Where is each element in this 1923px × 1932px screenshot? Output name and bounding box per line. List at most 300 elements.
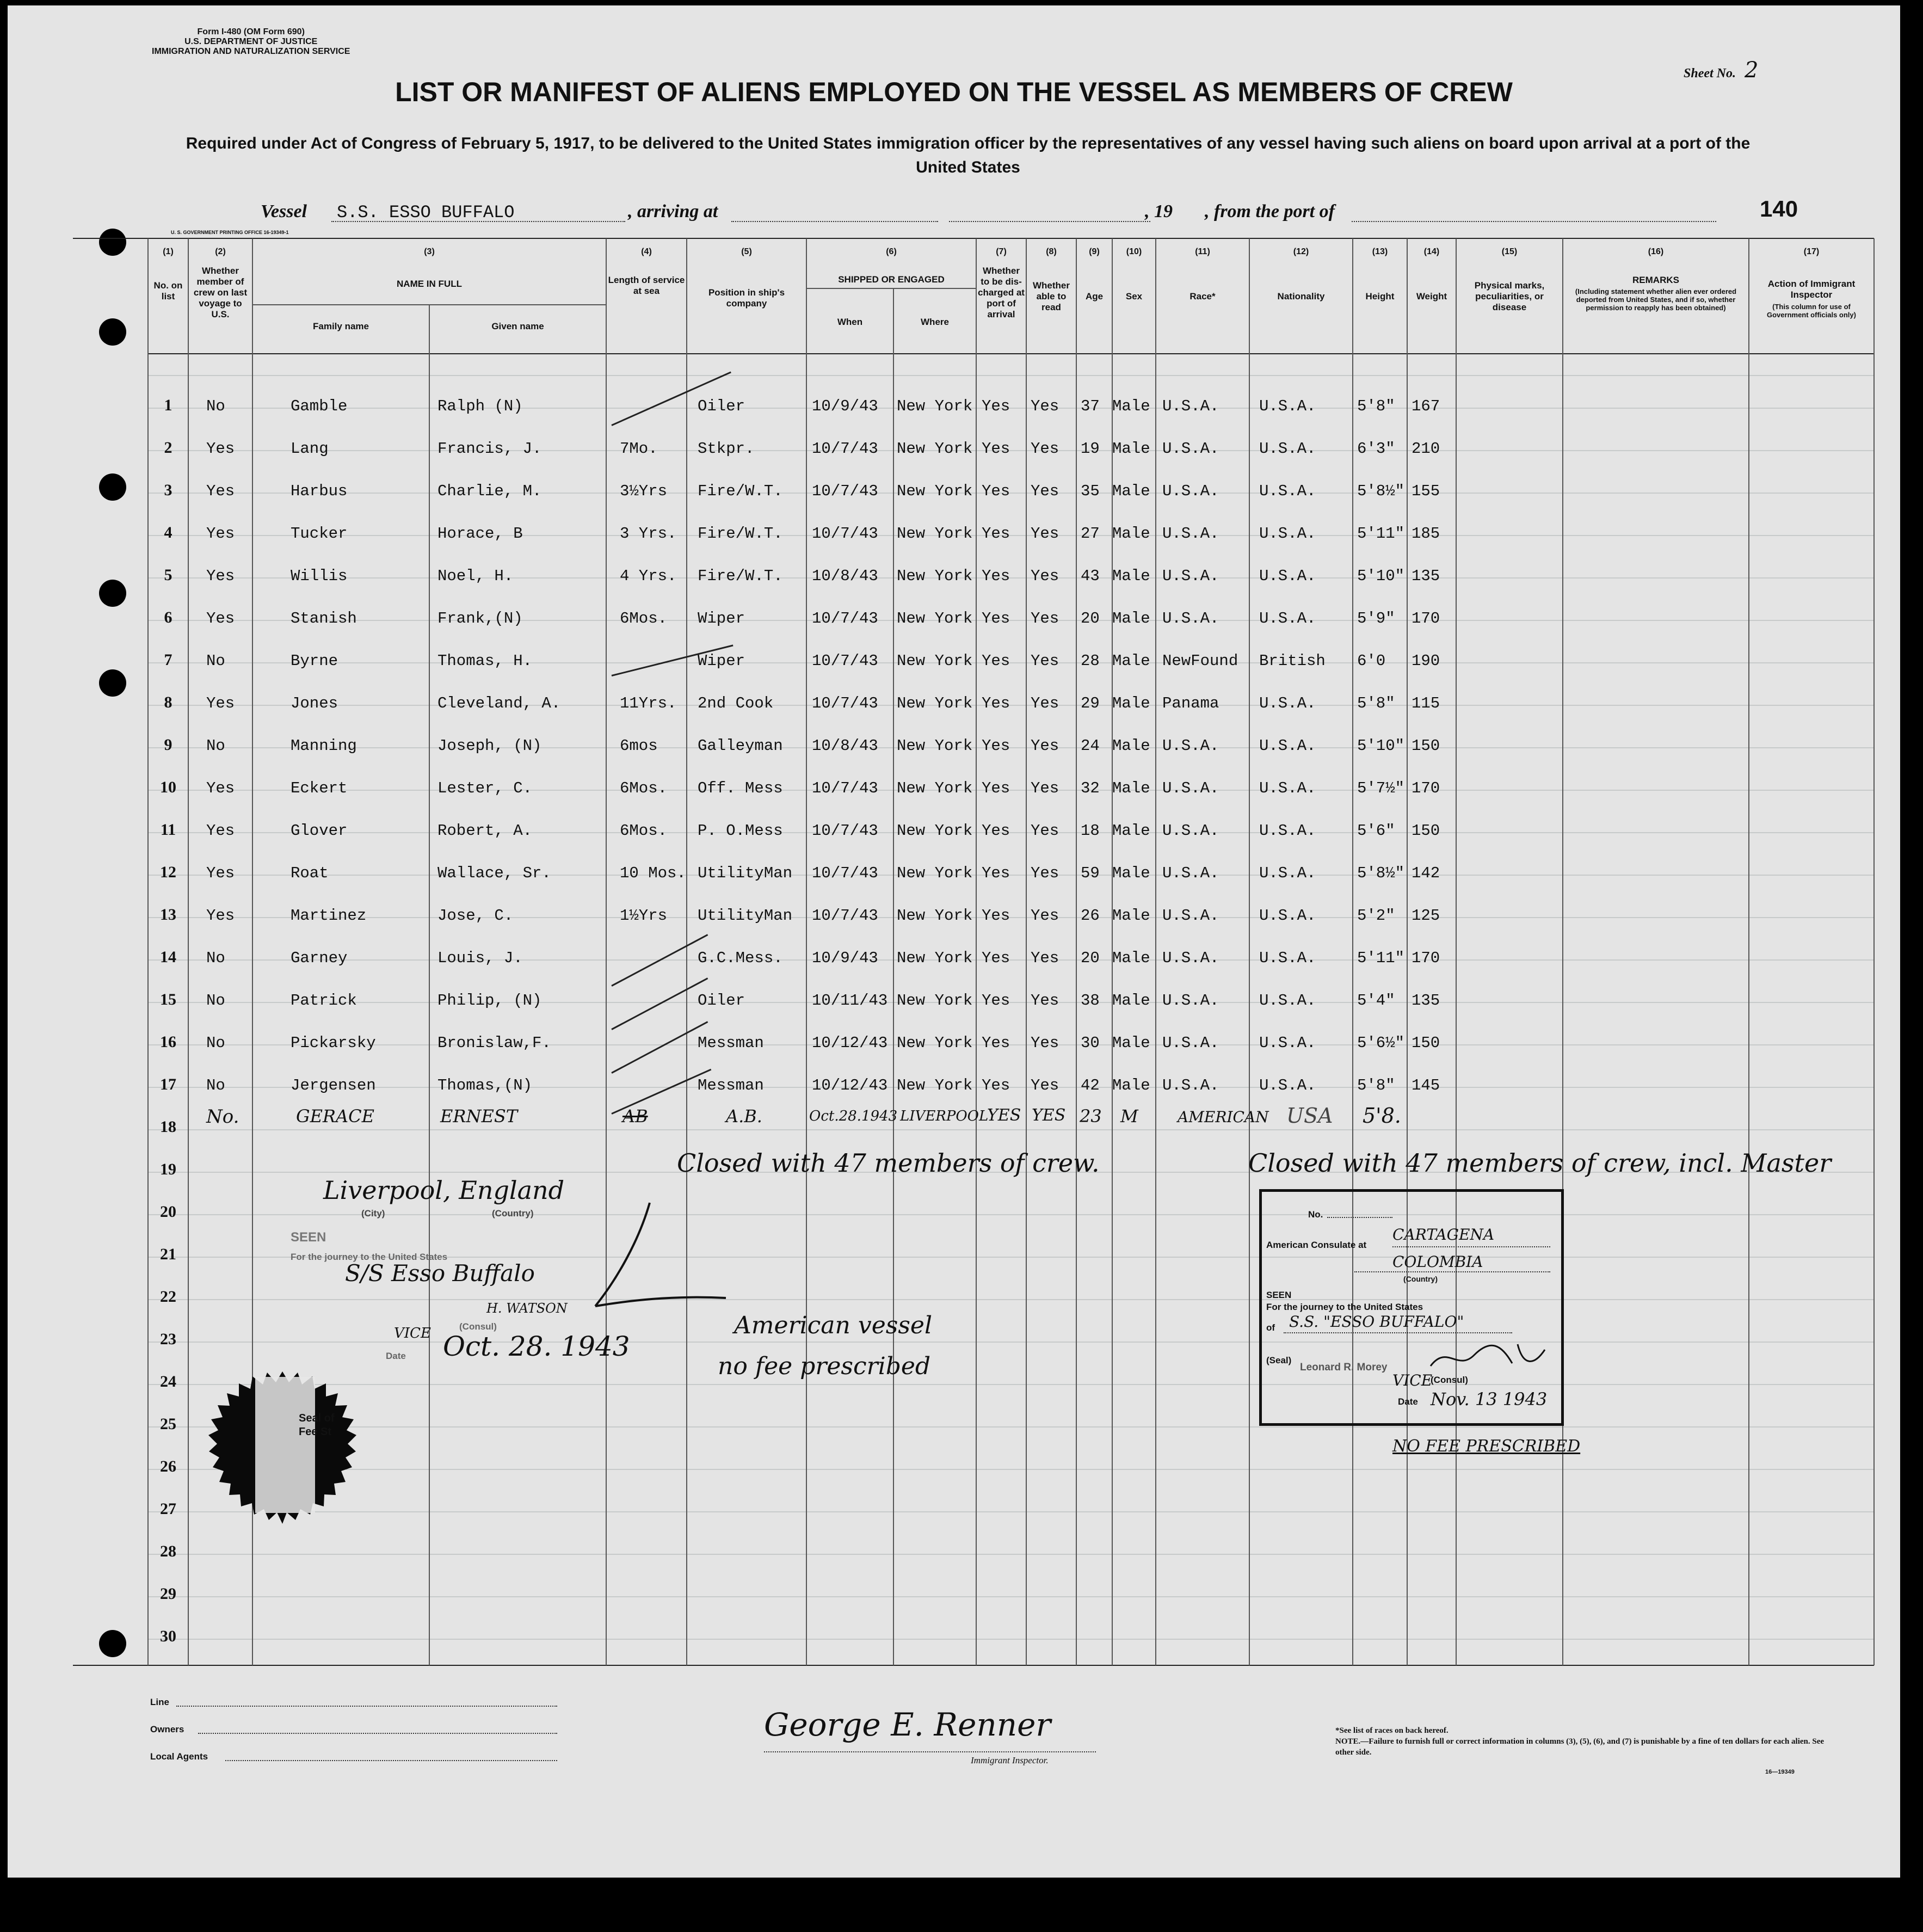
- cell-weight: 125: [1412, 907, 1440, 925]
- cell-sex: Male: [1112, 482, 1150, 500]
- cell-race: U.S.A.: [1162, 1034, 1219, 1052]
- cell-height: 5'8": [1357, 1076, 1395, 1094]
- cell-sex: Male: [1112, 779, 1150, 797]
- cell-when: 10/11/43: [812, 992, 888, 1010]
- cell-where: New York: [897, 779, 973, 797]
- stamp-city-label: (City): [361, 1208, 385, 1219]
- cell-race: U.S.A.: [1162, 440, 1219, 458]
- cell-sex: Male: [1112, 737, 1150, 755]
- hw-given-name: ERNEST: [440, 1106, 518, 1127]
- cell-where: New York: [897, 652, 973, 670]
- cell-able-read: Yes: [1031, 610, 1059, 627]
- header-race: Race*: [1189, 291, 1216, 302]
- header-height: Height: [1365, 291, 1395, 302]
- cell-family-name: Martinez: [291, 907, 367, 925]
- row-number: 21: [160, 1245, 176, 1263]
- stamp-date-written: Oct. 28. 1943: [443, 1331, 630, 1362]
- cell-discharged: Yes: [982, 652, 1010, 670]
- row-number: 30: [160, 1627, 176, 1645]
- cell-able-read: Yes: [1031, 567, 1059, 585]
- hw-when: Oct.28.1943: [809, 1108, 898, 1124]
- cell-family-name: Patrick: [291, 992, 357, 1010]
- stamp-consulate-label: American Consulate at: [1266, 1240, 1367, 1250]
- header-given-name: Given name: [491, 321, 544, 331]
- cell-nationality: U.S.A.: [1259, 1076, 1316, 1094]
- cell-where: New York: [897, 482, 973, 500]
- hw-nationality: USA: [1286, 1104, 1333, 1128]
- cell-race: U.S.A.: [1162, 737, 1219, 755]
- cell-length-service: 6Mos.: [620, 610, 668, 627]
- cell-able-read: Yes: [1031, 949, 1059, 967]
- cell-length-service: 6Mos.: [620, 822, 668, 840]
- row-number: 12: [160, 863, 176, 881]
- cell-when: 10/9/43: [812, 397, 878, 415]
- hw-family-name: GERACE: [296, 1106, 374, 1127]
- footer-owners-label: Owners: [150, 1724, 184, 1734]
- row-number: 25: [160, 1415, 176, 1433]
- stamp-consul-name: H. WATSON: [486, 1301, 568, 1316]
- footer-agents-label: Local Agents: [150, 1751, 208, 1762]
- cell-position: P. O.Mess: [698, 822, 783, 840]
- stamp-seen-label: SEEN: [1266, 1290, 1292, 1300]
- cell-race: U.S.A.: [1162, 949, 1219, 967]
- cell-race: U.S.A.: [1162, 525, 1219, 543]
- cell-nationality: U.S.A.: [1259, 949, 1316, 967]
- cell-family-name: Glover: [291, 822, 348, 840]
- vessel-label: Vessel: [261, 201, 307, 221]
- cell-age: 42: [1081, 1076, 1100, 1094]
- cell-weight: 115: [1412, 694, 1440, 712]
- stamp-no-label: No.: [1308, 1209, 1323, 1220]
- cell-given-name: Jose, C.: [437, 907, 514, 925]
- cell-family-name: Eckert: [291, 779, 348, 797]
- cell-given-name: Robert, A.: [437, 822, 533, 840]
- cell-age: 29: [1081, 694, 1100, 712]
- cell-weight: 155: [1412, 482, 1440, 500]
- header-position: Position in ship's company: [708, 287, 785, 309]
- american-vessel-note: American vessel: [734, 1312, 933, 1339]
- cell-where: New York: [897, 694, 973, 712]
- cell-position: UtilityMan: [698, 907, 793, 925]
- cell-member: Yes: [206, 440, 235, 458]
- row-number: 26: [160, 1457, 176, 1475]
- row-number: 6: [164, 608, 172, 626]
- cell-given-name: Charlie, M.: [437, 482, 542, 500]
- cell-height: 5'11": [1357, 525, 1405, 543]
- cell-given-name: Joseph, (N): [437, 737, 542, 755]
- cell-nationality: British: [1259, 652, 1326, 670]
- no-fee-stamp: NO FEE PRESCRIBED: [1392, 1437, 1581, 1456]
- stamp-date-label: Date: [386, 1351, 406, 1361]
- cell-length-service: 3½Yrs: [620, 482, 668, 500]
- cell-race: U.S.A.: [1162, 482, 1219, 500]
- cell-position: G.C.Mess.: [698, 949, 783, 967]
- cell-age: 43: [1081, 567, 1100, 585]
- header-length-service: Length of service at sea: [608, 275, 685, 296]
- sheet-value: 2: [1745, 58, 1759, 83]
- row-number: 3: [164, 481, 172, 499]
- cell-sex: Male: [1112, 440, 1150, 458]
- cell-sex: Male: [1112, 610, 1150, 627]
- header-family-name: Family name: [313, 321, 369, 331]
- cell-weight: 170: [1412, 949, 1440, 967]
- cell-position: Wiper: [698, 652, 745, 670]
- cell-family-name: Harbus: [291, 482, 348, 500]
- cell-member: Yes: [206, 694, 235, 712]
- cell-position: Galleyman: [698, 737, 783, 755]
- cell-position: Wiper: [698, 610, 745, 627]
- page-title: LIST OR MANIFEST OF ALIENS EMPLOYED ON THE VESSEL AS MEMBERS OF CREW: [395, 77, 1513, 107]
- row-number: 22: [160, 1288, 176, 1306]
- cell-sex: Male: [1112, 949, 1150, 967]
- cell-discharged: Yes: [982, 907, 1010, 925]
- cell-height: 5'4": [1357, 992, 1395, 1010]
- cell-age: 27: [1081, 525, 1100, 543]
- cell-age: 24: [1081, 737, 1100, 755]
- row-number: 4: [164, 524, 172, 542]
- cell-nationality: U.S.A.: [1259, 822, 1316, 840]
- form-id-line: U.S. DEPARTMENT OF JUSTICE: [184, 37, 318, 46]
- row-number: 18: [160, 1118, 176, 1136]
- row-number: 5: [164, 566, 172, 584]
- column-number: (8): [1046, 247, 1057, 256]
- cell-member: No: [206, 397, 225, 415]
- page-subtitle: Required under Act of Congress of February 5, 1917, to be delivered to the United States immigration officer by the representatives of any vessel having such aliens on board upon arrival at a port of the United States: [186, 134, 1751, 176]
- cell-weight: 167: [1412, 397, 1440, 415]
- hw-race: AMERICAN: [1178, 1108, 1269, 1126]
- header-able-read: Whether able to read: [1033, 280, 1070, 312]
- column-number: (13): [1372, 247, 1388, 256]
- cell-when: 10/7/43: [812, 482, 878, 500]
- row-number: 9: [164, 736, 172, 754]
- row-number: 20: [160, 1203, 176, 1221]
- header-physical-marks: Physical marks, peculiarities, or disease: [1474, 280, 1545, 312]
- cell-age: 18: [1081, 822, 1100, 840]
- column-number: (7): [996, 247, 1007, 256]
- cell-when: 10/7/43: [812, 440, 878, 458]
- cell-height: 6'0: [1357, 652, 1386, 670]
- hw-where: LIVERPOOL: [900, 1108, 989, 1124]
- footer-form-code: 16—19349: [1765, 1769, 1795, 1775]
- cell-discharged: Yes: [982, 737, 1010, 755]
- cell-where: New York: [897, 397, 973, 415]
- cell-when: 10/7/43: [812, 907, 878, 925]
- cell-age: 35: [1081, 482, 1100, 500]
- cell-family-name: Byrne: [291, 652, 338, 670]
- cell-able-read: Yes: [1031, 779, 1059, 797]
- cell-discharged: Yes: [982, 525, 1010, 543]
- cell-discharged: Yes: [982, 440, 1010, 458]
- no-fee-note: no fee prescribed: [718, 1352, 931, 1380]
- cell-race: U.S.A.: [1162, 822, 1219, 840]
- cell-length-service: 6Mos.: [620, 779, 668, 797]
- cell-family-name: Willis: [291, 567, 348, 585]
- cell-weight: 145: [1412, 1076, 1440, 1094]
- cell-family-name: Garney: [291, 949, 348, 967]
- cell-height: 5'7½": [1357, 779, 1405, 797]
- cell-height: 5'9": [1357, 610, 1395, 627]
- stamp-city: CARTAGENA: [1392, 1226, 1495, 1244]
- cell-nationality: U.S.A.: [1259, 864, 1316, 882]
- cell-when: 10/7/43: [812, 694, 878, 712]
- cell-able-read: Yes: [1031, 694, 1059, 712]
- inspector-label: Immigrant Inspector.: [971, 1755, 1049, 1765]
- column-number: (5): [741, 247, 752, 256]
- cell-sex: Male: [1112, 907, 1150, 925]
- cell-member: Yes: [206, 482, 235, 500]
- cell-given-name: Philip, (N): [437, 992, 542, 1010]
- row-number: 19: [160, 1160, 176, 1178]
- cell-member: Yes: [206, 864, 235, 882]
- cell-when: 10/12/43: [812, 1076, 888, 1094]
- cell-nationality: U.S.A.: [1259, 610, 1316, 627]
- from-port-label: , from the port of: [1205, 201, 1335, 221]
- cell-given-name: Bronislaw,F.: [437, 1034, 551, 1052]
- cell-position: Fire/W.T.: [698, 567, 783, 585]
- footer-note: [1335, 1725, 1825, 1758]
- cell-where: New York: [897, 822, 973, 840]
- header-discharged: Whether to be dis-charged at port of arrival: [978, 266, 1025, 319]
- hw-height: 5'8.: [1363, 1104, 1401, 1128]
- cell-member: No: [206, 737, 225, 755]
- cell-discharged: Yes: [982, 610, 1010, 627]
- cell-given-name: Horace, B: [437, 525, 523, 543]
- cell-when: 10/8/43: [812, 737, 878, 755]
- header-where: Where: [921, 317, 949, 327]
- stamp-seen-label: SEEN: [291, 1230, 326, 1245]
- sheet-label: Sheet No.: [1684, 66, 1736, 81]
- cell-age: 20: [1081, 610, 1100, 627]
- header-remarks-note: (Including statement whether alien ever ordered deported from United States, and if so, whether permission to reapply has been obtained): [1575, 287, 1737, 312]
- header-action: Action of Immigrant Inspector: [1767, 279, 1856, 300]
- cell-when: 10/12/43: [812, 1034, 888, 1052]
- cell-given-name: Francis, J.: [437, 440, 542, 458]
- column-number: (9): [1089, 247, 1100, 256]
- cell-able-read: Yes: [1031, 525, 1059, 543]
- column-number: (15): [1501, 247, 1518, 256]
- cell-where: New York: [897, 992, 973, 1010]
- row-number: 24: [160, 1373, 176, 1390]
- cell-height: 5'10": [1357, 567, 1405, 585]
- cell-position: Messman: [698, 1034, 764, 1052]
- cell-given-name: Noel, H.: [437, 567, 514, 585]
- cell-when: 10/7/43: [812, 652, 878, 670]
- cell-able-read: Yes: [1031, 397, 1059, 415]
- cell-given-name: Cleveland, A.: [437, 694, 561, 712]
- cell-height: 5'10": [1357, 737, 1405, 755]
- cell-sex: Male: [1112, 397, 1150, 415]
- cell-family-name: Manning: [291, 737, 357, 755]
- cell-member: No: [206, 1034, 225, 1052]
- row-number: 11: [160, 821, 176, 839]
- seal-text: Seal of: [299, 1412, 335, 1424]
- cell-where: New York: [897, 864, 973, 882]
- manifest-page: [8, 5, 1900, 1878]
- embossed-seal-icon: [190, 1355, 375, 1540]
- cell-nationality: U.S.A.: [1259, 907, 1316, 925]
- stamp-of-label: of: [1266, 1322, 1275, 1333]
- row-number: 8: [164, 693, 172, 711]
- cell-weight: 142: [1412, 864, 1440, 882]
- header-action-note: (This column for use of Government officials only): [1767, 303, 1856, 319]
- cell-race: U.S.A.: [1162, 779, 1219, 797]
- cell-where: New York: [897, 610, 973, 627]
- cell-member: Yes: [206, 907, 235, 925]
- header-sex: Sex: [1125, 291, 1143, 302]
- footer-note-races: *See list of races on back hereof.: [1335, 1726, 1449, 1735]
- header-remarks: REMARKS: [1632, 275, 1679, 285]
- row-number: 2: [164, 439, 172, 457]
- cell-nationality: U.S.A.: [1259, 567, 1316, 585]
- cell-race: NewFound: [1162, 652, 1238, 670]
- stamp-country-label: (Country): [1403, 1275, 1438, 1283]
- cell-sex: Male: [1112, 694, 1150, 712]
- cell-given-name: Ralph (N): [437, 397, 523, 415]
- seal-text: Fee St: [299, 1426, 332, 1438]
- cell-given-name: Frank,(N): [437, 610, 523, 627]
- cell-family-name: Jergensen: [291, 1076, 376, 1094]
- cell-height: 5'6": [1357, 822, 1395, 840]
- form-id-line: IMMIGRATION AND NATURALIZATION SERVICE: [152, 47, 350, 56]
- cell-sex: Male: [1112, 525, 1150, 543]
- row-number: 15: [160, 990, 176, 1008]
- cell-family-name: Tucker: [291, 525, 348, 543]
- row-number: 17: [160, 1075, 176, 1093]
- hw-discharged: YES: [987, 1106, 1021, 1125]
- row-number: 16: [160, 1033, 176, 1051]
- printing-office: U. S. GOVERNMENT PRINTING OFFICE 16-19349-1: [171, 230, 289, 235]
- header-nationality: Nationality: [1277, 291, 1325, 302]
- header-whether-member: Whether member of crew on last voyage to U.S.: [193, 266, 248, 319]
- cell-when: 10/7/43: [812, 525, 878, 543]
- row-number: 7: [164, 651, 172, 669]
- cell-length-service: 3 Yrs.: [620, 525, 677, 543]
- cell-when: 10/7/43: [812, 864, 878, 882]
- cell-height: 5'8": [1357, 397, 1395, 415]
- header-name-in-full: NAME IN FULL: [397, 279, 462, 289]
- cell-length-service: 4 Yrs.: [620, 567, 677, 585]
- cell-member: Yes: [206, 822, 235, 840]
- stamp-journey-label: For the journey to the United States: [291, 1252, 448, 1262]
- cell-age: 19: [1081, 440, 1100, 458]
- cell-where: New York: [897, 907, 973, 925]
- closing-note-master: Closed with 47 members of crew, incl. Master: [1248, 1148, 1832, 1178]
- stamp-country: COLOMBIA: [1392, 1253, 1483, 1271]
- cell-race: U.S.A.: [1162, 907, 1219, 925]
- cell-member: Yes: [206, 567, 235, 585]
- cell-family-name: Gamble: [291, 397, 348, 415]
- cell-where: New York: [897, 949, 973, 967]
- cell-member: No: [206, 949, 225, 967]
- cell-sex: Male: [1112, 992, 1150, 1010]
- cell-race: U.S.A.: [1162, 397, 1219, 415]
- cell-height: 5'8½": [1357, 482, 1405, 500]
- column-number: (12): [1293, 247, 1309, 256]
- cell-position: Oiler: [698, 397, 745, 415]
- stamp-city-written: Liverpool, England: [323, 1176, 565, 1205]
- row-number: 10: [160, 778, 176, 796]
- column-number: (3): [424, 247, 435, 256]
- cell-where: New York: [897, 1034, 973, 1052]
- cell-able-read: Yes: [1031, 992, 1059, 1010]
- cell-member: Yes: [206, 525, 235, 543]
- cell-discharged: Yes: [982, 694, 1010, 712]
- cell-race: U.S.A.: [1162, 567, 1219, 585]
- cell-given-name: Louis, J.: [437, 949, 523, 967]
- cell-age: 28: [1081, 652, 1100, 670]
- hw-member: No.: [206, 1106, 239, 1128]
- footer-line-label: Line: [150, 1697, 169, 1707]
- stamp-vessel-written: S/S Esso Buffalo: [345, 1260, 535, 1287]
- cell-race: U.S.A.: [1162, 610, 1219, 627]
- cell-discharged: Yes: [982, 397, 1010, 415]
- row-number: 23: [160, 1330, 176, 1348]
- stamp-seal-label: (Seal): [1266, 1355, 1292, 1365]
- cell-sex: Male: [1112, 864, 1150, 882]
- column-number: (2): [215, 247, 226, 256]
- cell-position: Oiler: [698, 992, 745, 1010]
- cell-able-read: Yes: [1031, 1034, 1059, 1052]
- cell-nationality: U.S.A.: [1259, 779, 1316, 797]
- consul-signature-icon: [584, 1197, 737, 1322]
- cell-member: No: [206, 652, 225, 670]
- cell-able-read: Yes: [1031, 737, 1059, 755]
- cell-member: No: [206, 992, 225, 1010]
- cell-weight: 150: [1412, 737, 1440, 755]
- cell-sex: Male: [1112, 822, 1150, 840]
- cell-given-name: Thomas, H.: [437, 652, 533, 670]
- stamp-vessel: S.S. "ESSO BUFFALO": [1289, 1313, 1464, 1331]
- cell-where: New York: [897, 1076, 973, 1094]
- cell-where: New York: [897, 567, 973, 585]
- cell-when: 10/9/43: [812, 949, 878, 967]
- hw-position: A.B.: [726, 1106, 762, 1127]
- stamp-signature-icon: [1425, 1333, 1550, 1382]
- cell-family-name: Lang: [291, 440, 329, 458]
- cell-able-read: Yes: [1031, 822, 1059, 840]
- hw-service: AB: [622, 1106, 648, 1127]
- cell-nationality: U.S.A.: [1259, 694, 1316, 712]
- cell-sex: Male: [1112, 1076, 1150, 1094]
- stamp-journey-label: For the journey to the United States: [1266, 1302, 1423, 1312]
- row-number: 14: [160, 948, 176, 966]
- cell-given-name: Thomas,(N): [437, 1076, 533, 1094]
- closing-note: Closed with 47 members of crew.: [677, 1148, 1100, 1178]
- cell-family-name: Stanish: [291, 610, 357, 627]
- cell-weight: 135: [1412, 567, 1440, 585]
- page-number: 140: [1760, 196, 1798, 221]
- cell-member: Yes: [206, 779, 235, 797]
- cell-given-name: Lester, C.: [437, 779, 533, 797]
- cell-age: 37: [1081, 397, 1100, 415]
- row-number: 13: [160, 906, 176, 924]
- cell-when: 10/7/43: [812, 610, 878, 627]
- stamp-consul-name: Leonard R. Morey: [1300, 1362, 1388, 1373]
- cell-length-service: 6mos: [620, 737, 658, 755]
- cell-height: 5'2": [1357, 907, 1395, 925]
- cell-race: U.S.A.: [1162, 992, 1219, 1010]
- column-number: (16): [1648, 247, 1664, 256]
- cell-sex: Male: [1112, 1034, 1150, 1052]
- cell-member: Yes: [206, 610, 235, 627]
- cell-nationality: U.S.A.: [1259, 397, 1316, 415]
- cell-height: 5'11": [1357, 949, 1405, 967]
- column-number: (1): [163, 247, 174, 256]
- cell-position: UtilityMan: [698, 864, 793, 882]
- header-shipped-engaged: SHIPPED OR ENGAGED: [838, 274, 945, 285]
- cell-weight: 150: [1412, 1034, 1440, 1052]
- hw-age: 23: [1080, 1106, 1102, 1127]
